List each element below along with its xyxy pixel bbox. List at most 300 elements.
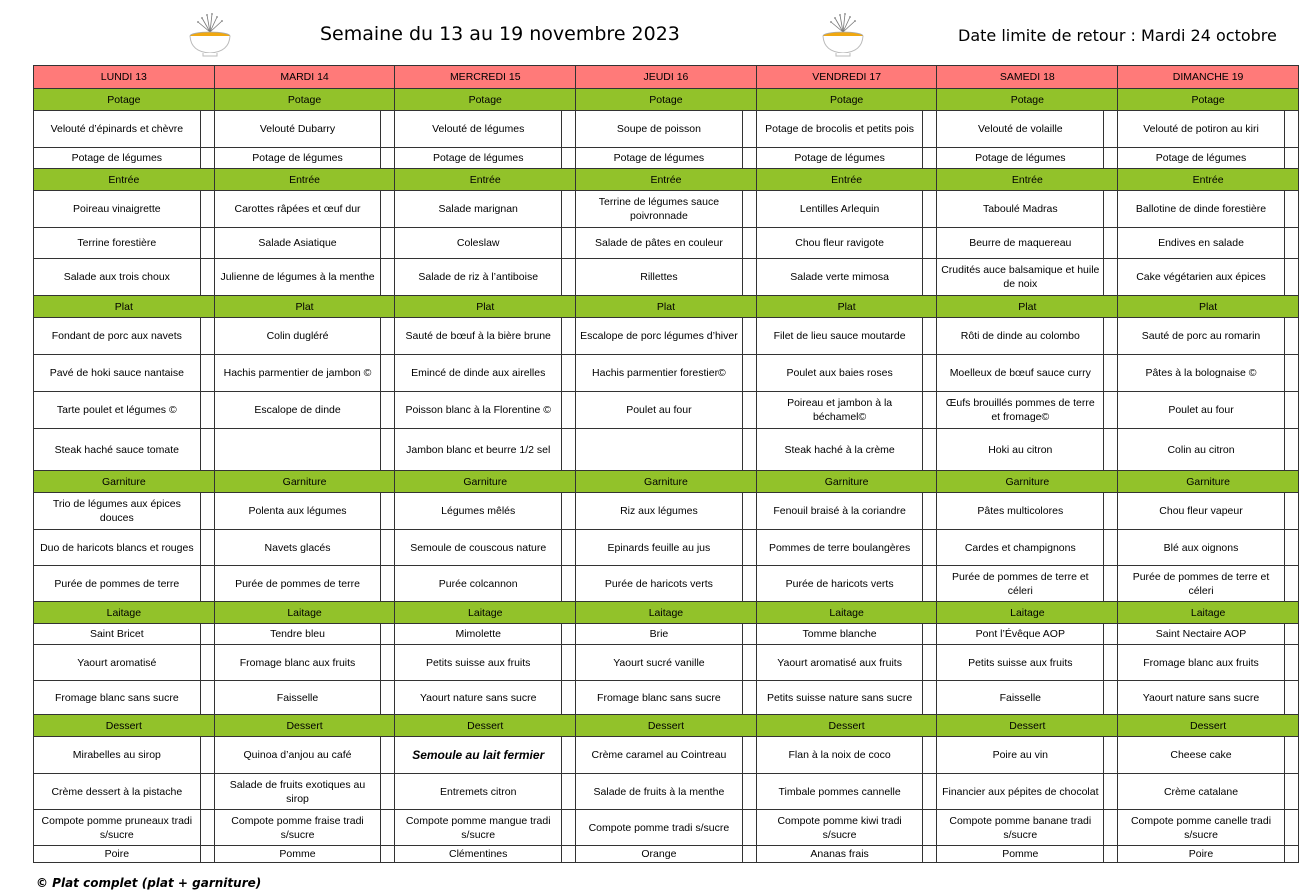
menu-row — [34, 429, 1299, 471]
choice-box[interactable] — [381, 774, 395, 810]
menu-item: Potage de légumes — [937, 148, 1104, 169]
category-label: Plat — [937, 296, 1118, 318]
footnote: © Plat complet (plat + garniture) — [36, 876, 262, 890]
choice-box[interactable] — [200, 810, 214, 846]
category-label: Potage — [34, 89, 215, 111]
menu-item: Cheese cake — [1118, 737, 1285, 774]
choice-box[interactable] — [562, 148, 576, 169]
choice-box[interactable] — [923, 530, 937, 566]
choice-box[interactable] — [200, 681, 214, 715]
choice-box[interactable] — [742, 681, 756, 715]
menu-item: Soupe de poisson — [576, 111, 743, 148]
menu-item: Emincé de dinde aux airelles — [395, 355, 562, 392]
menu-item: Mirabelles au sirop — [34, 737, 201, 774]
choice-box[interactable] — [1104, 810, 1118, 846]
choice-box[interactable] — [562, 737, 576, 774]
choice-box[interactable] — [200, 355, 214, 392]
choice-box[interactable] — [923, 429, 937, 471]
choice-box[interactable] — [1104, 681, 1118, 715]
menu-row — [34, 493, 1299, 530]
choice-box[interactable] — [562, 429, 576, 471]
menu-item: Timbale pommes cannelle — [756, 774, 923, 810]
category-row — [34, 471, 1299, 493]
choice-box[interactable] — [381, 624, 395, 645]
menu-item: Poulet au four — [1118, 392, 1285, 429]
menu-item: Epinards feuille au jus — [576, 530, 743, 566]
menu-item: Poulet aux baies roses — [756, 355, 923, 392]
menu-item: Crème caramel au Cointreau — [576, 737, 743, 774]
choice-box[interactable] — [1104, 429, 1118, 471]
menu-item: Faisselle — [214, 681, 381, 715]
menu-item: Escalope de porc légumes d’hiver — [576, 318, 743, 355]
choice-box[interactable] — [381, 355, 395, 392]
category-label: Garniture — [576, 471, 757, 493]
menu-item: Potage de légumes — [576, 148, 743, 169]
menu-item: Fromage blanc aux fruits — [214, 645, 381, 681]
menu-item: Pâtes à la bolognaise © — [1118, 355, 1285, 392]
menu-item: Tendre bleu — [214, 624, 381, 645]
category-label: Entrée — [937, 169, 1118, 191]
menu-item: Riz aux légumes — [576, 493, 743, 530]
category-label: Garniture — [756, 471, 937, 493]
choice-box[interactable] — [200, 566, 214, 602]
choice-box[interactable] — [562, 392, 576, 429]
choice-box[interactable] — [1284, 681, 1298, 715]
category-label: Plat — [1118, 296, 1299, 318]
menu-row — [34, 392, 1299, 429]
category-label: Entrée — [214, 169, 395, 191]
category-label: Dessert — [34, 715, 215, 737]
menu-item: Semoule au lait fermier — [395, 737, 562, 774]
menu-item: Yaourt aromatisé — [34, 645, 201, 681]
category-label: Laitage — [395, 602, 576, 624]
menu-item: Potage de légumes — [34, 148, 201, 169]
choice-box[interactable] — [200, 429, 214, 471]
menu-item: Yaourt sucré vanille — [576, 645, 743, 681]
category-label: Garniture — [937, 471, 1118, 493]
choice-box[interactable] — [742, 318, 756, 355]
category-label: Laitage — [756, 602, 937, 624]
menu-item: Flan à la noix de coco — [756, 737, 923, 774]
day-header: MARDI 14 — [214, 66, 395, 89]
choice-box[interactable] — [923, 228, 937, 259]
category-label: Entrée — [34, 169, 215, 191]
category-label: Plat — [756, 296, 937, 318]
choice-box[interactable] — [923, 111, 937, 148]
choice-box[interactable] — [1104, 624, 1118, 645]
choice-box[interactable] — [381, 645, 395, 681]
menu-row — [34, 774, 1299, 810]
menu-item: Petits suisse aux fruits — [937, 645, 1104, 681]
menu-item: Saint Nectaire AOP — [1118, 624, 1285, 645]
category-label: Laitage — [937, 602, 1118, 624]
choice-box[interactable] — [742, 429, 756, 471]
choice-box[interactable] — [923, 737, 937, 774]
choice-box[interactable] — [923, 148, 937, 169]
menu-item: Escalope de dinde — [214, 392, 381, 429]
menu-row — [34, 111, 1299, 148]
choice-box[interactable] — [381, 148, 395, 169]
choice-box[interactable] — [381, 191, 395, 228]
menu-item: Fromage blanc sans sucre — [576, 681, 743, 715]
menu-item: Sauté de bœuf à la bière brune — [395, 318, 562, 355]
menu-row — [34, 228, 1299, 259]
menu-item: Salade aux trois choux — [34, 259, 201, 296]
choice-box[interactable] — [923, 645, 937, 681]
choice-box[interactable] — [562, 645, 576, 681]
choice-box[interactable] — [742, 111, 756, 148]
choice-box[interactable] — [923, 846, 937, 863]
menu-item: Blé aux oignons — [1118, 530, 1285, 566]
choice-box[interactable] — [742, 566, 756, 602]
choice-box[interactable] — [742, 191, 756, 228]
choice-box[interactable] — [562, 191, 576, 228]
choice-box[interactable] — [381, 530, 395, 566]
category-label: Plat — [34, 296, 215, 318]
menu-item: Quinoa d’anjou au café — [214, 737, 381, 774]
choice-box[interactable] — [1104, 774, 1118, 810]
choice-box[interactable] — [1284, 191, 1298, 228]
menu-item: Salade de riz à l’antiboise — [395, 259, 562, 296]
choice-box[interactable] — [562, 493, 576, 530]
menu-item: Compote pomme kiwi tradi s/sucre — [756, 810, 923, 846]
menu-item: Purée de pommes de terre et céleri — [937, 566, 1104, 602]
choice-box[interactable] — [381, 392, 395, 429]
choice-box[interactable] — [742, 846, 756, 863]
menu-item: Compote pomme canelle tradi s/sucre — [1118, 810, 1285, 846]
category-label: Potage — [214, 89, 395, 111]
category-label: Garniture — [34, 471, 215, 493]
menu-item: Duo de haricots blancs et rouges — [34, 530, 201, 566]
choice-box[interactable] — [200, 737, 214, 774]
menu-row — [34, 846, 1299, 863]
menu-item: Compote pomme mangue tradi s/sucre — [395, 810, 562, 846]
choice-box[interactable] — [1104, 191, 1118, 228]
menu-row — [34, 624, 1299, 645]
choice-box[interactable] — [1284, 148, 1298, 169]
choice-box[interactable] — [562, 566, 576, 602]
menu-item: Mimolette — [395, 624, 562, 645]
menu-item: Salade de fruits exotiques au sirop — [214, 774, 381, 810]
choice-box[interactable] — [1104, 111, 1118, 148]
menu-item: Julienne de légumes à la menthe — [214, 259, 381, 296]
choice-box[interactable] — [1284, 111, 1298, 148]
choice-box[interactable] — [742, 530, 756, 566]
menu-item: Compote pomme tradi s/sucre — [576, 810, 743, 846]
menu-item: Petits suisse nature sans sucre — [756, 681, 923, 715]
choice-box[interactable] — [1104, 259, 1118, 296]
menu-row — [34, 810, 1299, 846]
day-header: MERCREDI 15 — [395, 66, 576, 89]
menu-item: Terrine de légumes sauce poivronnade — [576, 191, 743, 228]
menu-item: Poire au vin — [937, 737, 1104, 774]
choice-box[interactable] — [381, 810, 395, 846]
menu-item: Hachis parmentier forestier© — [576, 355, 743, 392]
choice-box[interactable] — [381, 259, 395, 296]
choice-box[interactable] — [923, 392, 937, 429]
menu-item: Pomme — [214, 846, 381, 863]
menu-item: Tarte poulet et légumes © — [34, 392, 201, 429]
menu-item: Fromage blanc sans sucre — [34, 681, 201, 715]
choice-box[interactable] — [1284, 737, 1298, 774]
choice-box[interactable] — [1284, 392, 1298, 429]
choice-box[interactable] — [1104, 228, 1118, 259]
category-label: Laitage — [576, 602, 757, 624]
menu-item: Pont l’Évêque AOP — [937, 624, 1104, 645]
choice-box[interactable] — [1284, 493, 1298, 530]
menu-item: Velouté d’épinards et chèvre — [34, 111, 201, 148]
choice-box[interactable] — [923, 355, 937, 392]
menu-item: Salade verte mimosa — [756, 259, 923, 296]
category-label: Potage — [937, 89, 1118, 111]
choice-box[interactable] — [742, 493, 756, 530]
menu-item — [214, 429, 381, 471]
menu-row — [34, 318, 1299, 355]
choice-box[interactable] — [381, 493, 395, 530]
choice-box[interactable] — [923, 259, 937, 296]
choice-box[interactable] — [742, 392, 756, 429]
menu-item: Poire — [34, 846, 201, 863]
menu-item: Sauté de porc au romarin — [1118, 318, 1285, 355]
choice-box[interactable] — [742, 645, 756, 681]
choice-box[interactable] — [562, 228, 576, 259]
category-label: Entrée — [1118, 169, 1299, 191]
menu-item: Pomme — [937, 846, 1104, 863]
choice-box[interactable] — [1284, 228, 1298, 259]
choice-box[interactable] — [200, 493, 214, 530]
menu-item: Trio de légumes aux épices douces — [34, 493, 201, 530]
choice-box[interactable] — [1104, 737, 1118, 774]
menu-item: Poire — [1118, 846, 1285, 863]
choice-box[interactable] — [1284, 566, 1298, 602]
menu-item: Salade de fruits à la menthe — [576, 774, 743, 810]
choice-box[interactable] — [381, 737, 395, 774]
menu-item: Taboulé Madras — [937, 191, 1104, 228]
category-label: Garniture — [395, 471, 576, 493]
choice-box[interactable] — [200, 530, 214, 566]
menu-item: Velouté de potiron au kiri — [1118, 111, 1285, 148]
category-label: Garniture — [214, 471, 395, 493]
menu-item: Rôti de dinde au colombo — [937, 318, 1104, 355]
choice-box[interactable] — [562, 318, 576, 355]
menu-item: Purée de pommes de terre et céleri — [1118, 566, 1285, 602]
choice-box[interactable] — [200, 624, 214, 645]
menu-item: Pommes de terre boulangères — [756, 530, 923, 566]
choice-box[interactable] — [742, 737, 756, 774]
choice-box[interactable] — [1284, 774, 1298, 810]
menu-item: Purée colcannon — [395, 566, 562, 602]
category-label: Dessert — [214, 715, 395, 737]
choice-box[interactable] — [742, 624, 756, 645]
choice-box[interactable] — [381, 429, 395, 471]
day-header: DIMANCHE 19 — [1118, 66, 1299, 89]
menu-item: Fondant de porc aux navets — [34, 318, 201, 355]
day-header: LUNDI 13 — [34, 66, 215, 89]
menu-item: Colin au citron — [1118, 429, 1285, 471]
choice-box[interactable] — [200, 228, 214, 259]
day-header-row — [34, 66, 1299, 89]
menu-item: Colin dugléré — [214, 318, 381, 355]
menu-item: Yaourt aromatisé aux fruits — [756, 645, 923, 681]
choice-box[interactable] — [200, 259, 214, 296]
category-label: Potage — [395, 89, 576, 111]
day-header: VENDREDI 17 — [756, 66, 937, 89]
choice-box[interactable] — [381, 846, 395, 863]
menu-item: Légumes mêlés — [395, 493, 562, 530]
menu-item: Carottes râpées et œuf dur — [214, 191, 381, 228]
menu-item: Purée de pommes de terre — [214, 566, 381, 602]
choice-box[interactable] — [742, 259, 756, 296]
menu-item: Rillettes — [576, 259, 743, 296]
choice-box[interactable] — [1104, 493, 1118, 530]
category-label: Dessert — [576, 715, 757, 737]
menu-row — [34, 355, 1299, 392]
choice-box[interactable] — [923, 810, 937, 846]
category-label: Garniture — [1118, 471, 1299, 493]
menu-item — [576, 429, 743, 471]
category-label: Potage — [756, 89, 937, 111]
menu-item: Navets glacés — [214, 530, 381, 566]
choice-box[interactable] — [1104, 530, 1118, 566]
choice-box[interactable] — [1284, 645, 1298, 681]
choice-box[interactable] — [562, 846, 576, 863]
menu-item: Cake végétarien aux épices — [1118, 259, 1285, 296]
menu-row — [34, 148, 1299, 169]
choice-box[interactable] — [1104, 566, 1118, 602]
soup-bowl-icon — [820, 12, 866, 58]
menu-item: Yaourt nature sans sucre — [395, 681, 562, 715]
choice-box[interactable] — [1104, 645, 1118, 681]
choice-box[interactable] — [1104, 148, 1118, 169]
choice-box[interactable] — [923, 191, 937, 228]
choice-box[interactable] — [1284, 530, 1298, 566]
menu-item: Jambon blanc et beurre 1/2 sel — [395, 429, 562, 471]
choice-box[interactable] — [923, 566, 937, 602]
menu-item: Poireau vinaigrette — [34, 191, 201, 228]
choice-box[interactable] — [923, 624, 937, 645]
choice-box[interactable] — [200, 111, 214, 148]
menu-item: Fromage blanc aux fruits — [1118, 645, 1285, 681]
menu-item: Chou fleur ravigote — [756, 228, 923, 259]
category-label: Potage — [576, 89, 757, 111]
choice-box[interactable] — [923, 681, 937, 715]
soup-bowl-icon — [187, 12, 233, 58]
choice-box[interactable] — [200, 148, 214, 169]
choice-box[interactable] — [381, 228, 395, 259]
menu-item: Compote pomme fraise tradi s/sucre — [214, 810, 381, 846]
choice-box[interactable] — [742, 810, 756, 846]
choice-box[interactable] — [200, 191, 214, 228]
choice-box[interactable] — [742, 355, 756, 392]
category-label: Dessert — [756, 715, 937, 737]
menu-item: Terrine forestière — [34, 228, 201, 259]
category-row — [34, 602, 1299, 624]
menu-item: Financier aux pépites de chocolat — [937, 774, 1104, 810]
choice-box[interactable] — [1284, 624, 1298, 645]
menu-item: Pavé de hoki sauce nantaise — [34, 355, 201, 392]
menu-item: Petits suisse aux fruits — [395, 645, 562, 681]
menu-item: Steak haché à la crème — [756, 429, 923, 471]
choice-box[interactable] — [1104, 355, 1118, 392]
choice-box[interactable] — [200, 645, 214, 681]
menu-item: Velouté de légumes — [395, 111, 562, 148]
category-row — [34, 169, 1299, 191]
choice-box[interactable] — [562, 355, 576, 392]
menu-item: Coleslaw — [395, 228, 562, 259]
day-header: SAMEDI 18 — [937, 66, 1118, 89]
menu-item: Pâtes multicolores — [937, 493, 1104, 530]
choice-box[interactable] — [1104, 392, 1118, 429]
choice-box[interactable] — [1284, 259, 1298, 296]
choice-box[interactable] — [1104, 318, 1118, 355]
category-label: Entrée — [395, 169, 576, 191]
choice-box[interactable] — [1284, 355, 1298, 392]
choice-box[interactable] — [1284, 846, 1298, 863]
choice-box[interactable] — [381, 318, 395, 355]
menu-item: Filet de lieu sauce moutarde — [756, 318, 923, 355]
menu-item: Polenta aux légumes — [214, 493, 381, 530]
menu-item: Œufs brouillés pommes de terre et fromage© — [937, 392, 1104, 429]
return-deadline: Date limite de retour : Mardi 24 octobre — [958, 26, 1277, 45]
choice-box[interactable] — [562, 774, 576, 810]
menu-item: Endives en salade — [1118, 228, 1285, 259]
choice-box[interactable] — [742, 228, 756, 259]
menu-item: Cardes et champignons — [937, 530, 1104, 566]
menu-item: Yaourt nature sans sucre — [1118, 681, 1285, 715]
choice-box[interactable] — [923, 774, 937, 810]
choice-box[interactable] — [381, 681, 395, 715]
choice-box[interactable] — [562, 681, 576, 715]
menu-item: Potage de légumes — [395, 148, 562, 169]
choice-box[interactable] — [381, 111, 395, 148]
choice-box[interactable] — [381, 566, 395, 602]
menu-item: Fenouil braisé à la coriandre — [756, 493, 923, 530]
choice-box[interactable] — [200, 774, 214, 810]
page-title: Semaine du 13 au 19 novembre 2023 — [320, 23, 680, 45]
category-label: Potage — [1118, 89, 1299, 111]
choice-box[interactable] — [1284, 318, 1298, 355]
category-label: Laitage — [214, 602, 395, 624]
menu-row — [34, 259, 1299, 296]
category-row — [34, 715, 1299, 737]
choice-box[interactable] — [562, 259, 576, 296]
choice-box[interactable] — [200, 392, 214, 429]
choice-box[interactable] — [742, 774, 756, 810]
menu-item: Moelleux de bœuf sauce curry — [937, 355, 1104, 392]
menu-row — [34, 645, 1299, 681]
menu-item: Salade de pâtes en couleur — [576, 228, 743, 259]
menu-item: Velouté Dubarry — [214, 111, 381, 148]
choice-box[interactable] — [1284, 810, 1298, 846]
choice-box[interactable] — [200, 846, 214, 863]
menu-item: Crème catalane — [1118, 774, 1285, 810]
menu-item: Steak haché sauce tomate — [34, 429, 201, 471]
menu-row — [34, 737, 1299, 774]
choice-box[interactable] — [1104, 846, 1118, 863]
menu-item: Compote pomme pruneaux tradi s/sucre — [34, 810, 201, 846]
choice-box[interactable] — [562, 624, 576, 645]
choice-box[interactable] — [562, 530, 576, 566]
choice-box[interactable] — [562, 810, 576, 846]
menu-item: Lentilles Arlequin — [756, 191, 923, 228]
choice-box[interactable] — [200, 318, 214, 355]
choice-box[interactable] — [1284, 429, 1298, 471]
choice-box[interactable] — [923, 318, 937, 355]
menu-item: Potage de légumes — [1118, 148, 1285, 169]
choice-box[interactable] — [923, 493, 937, 530]
choice-box[interactable] — [562, 111, 576, 148]
choice-box[interactable] — [742, 148, 756, 169]
